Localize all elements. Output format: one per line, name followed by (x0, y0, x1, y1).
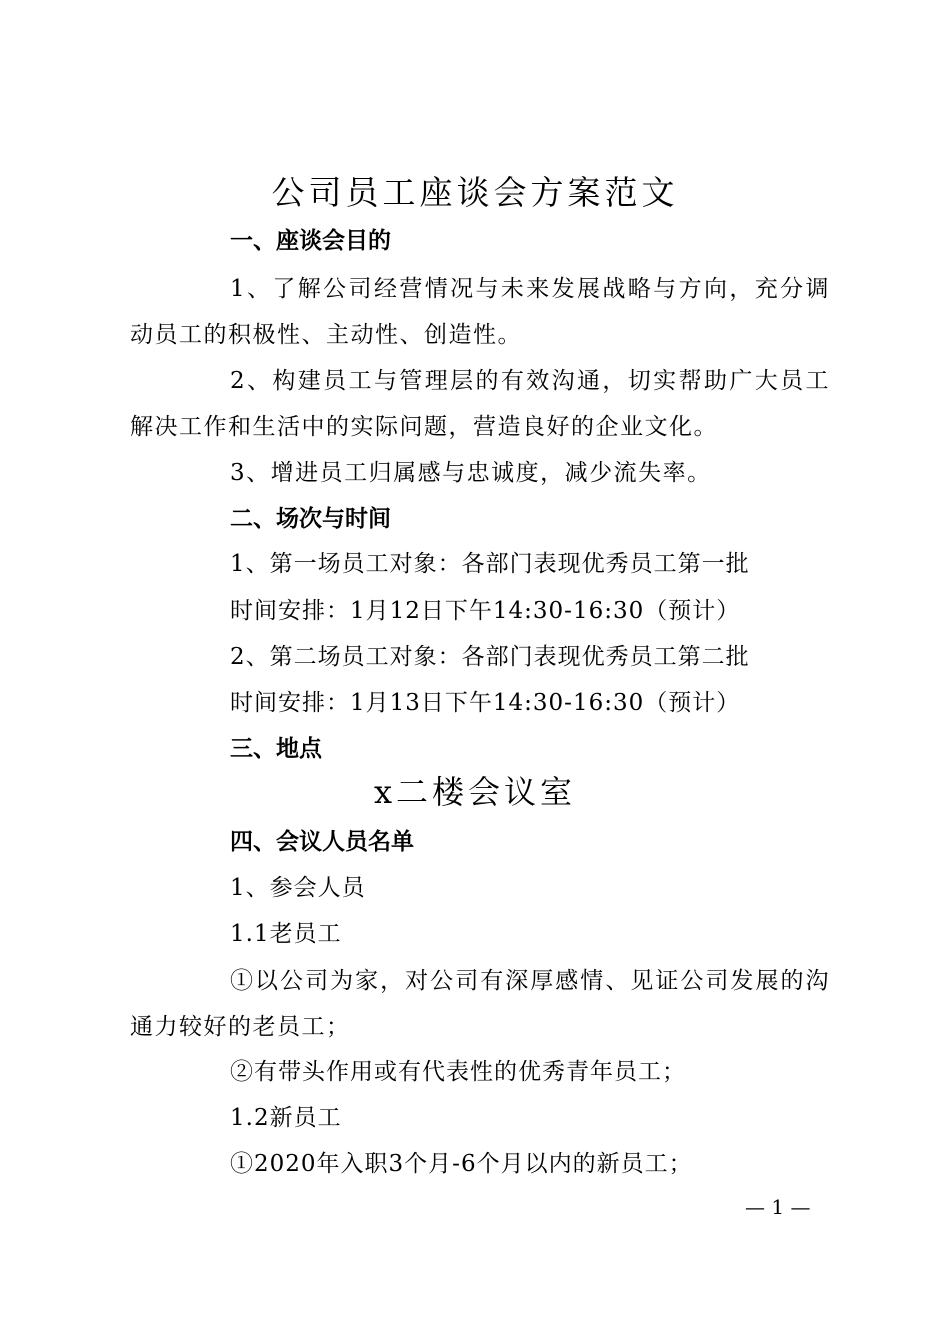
old-employees-subheading: 1.1老员工 (230, 921, 342, 947)
document-title: 公司员工座谈会方案范文 (271, 173, 679, 212)
purpose-paragraph-3: 3、增进员工归属感与忠诚度，减少流失率。 (230, 460, 712, 486)
section-heading-schedule: 二、场次与时间 (230, 506, 391, 532)
section-heading-purpose: 一、座谈会目的 (230, 228, 391, 254)
session-2-time: 时间安排：1月13日下午14:30-16:30（预计） (230, 690, 741, 716)
new-employees-subheading: 1.2新员工 (230, 1105, 342, 1131)
section-heading-attendees: 四、会议人员名单 (230, 829, 414, 855)
new-employees-item-1: ①2020年入职3个月-6个月以内的新员工； (230, 1151, 693, 1177)
meeting-location: x二楼会议室 (373, 773, 577, 811)
purpose-paragraph-2: 2、构建员工与管理层的有效沟通，切实帮助广大员工解决工作和生活中的实际问题，营造良好的企业文化。 (130, 368, 830, 440)
purpose-paragraph-1: 1、了解公司经营情况与未来发展战略与方向，充分调动员工的积极性、主动性、创造性。 (130, 276, 830, 348)
section-heading-location: 三、地点 (230, 736, 322, 762)
session-1-target: 1、第一场员工对象：各部门表现优秀员工第一批 (230, 551, 750, 577)
attendees-subheading: 1、参会人员 (230, 875, 366, 901)
session-1-time: 时间安排：1月12日下午14:30-16:30（预计） (230, 598, 741, 624)
old-employees-item-1: ①以公司为家，对公司有深厚感情、见证公司发展的沟通力较好的老员工； (130, 968, 830, 1040)
session-2-target: 2、第二场员工对象：各部门表现优秀员工第二批 (230, 644, 750, 670)
page-number: — 1 — (745, 1195, 811, 1219)
old-employees-item-2: ②有带头作用或有代表性的优秀青年员工； (230, 1059, 686, 1085)
